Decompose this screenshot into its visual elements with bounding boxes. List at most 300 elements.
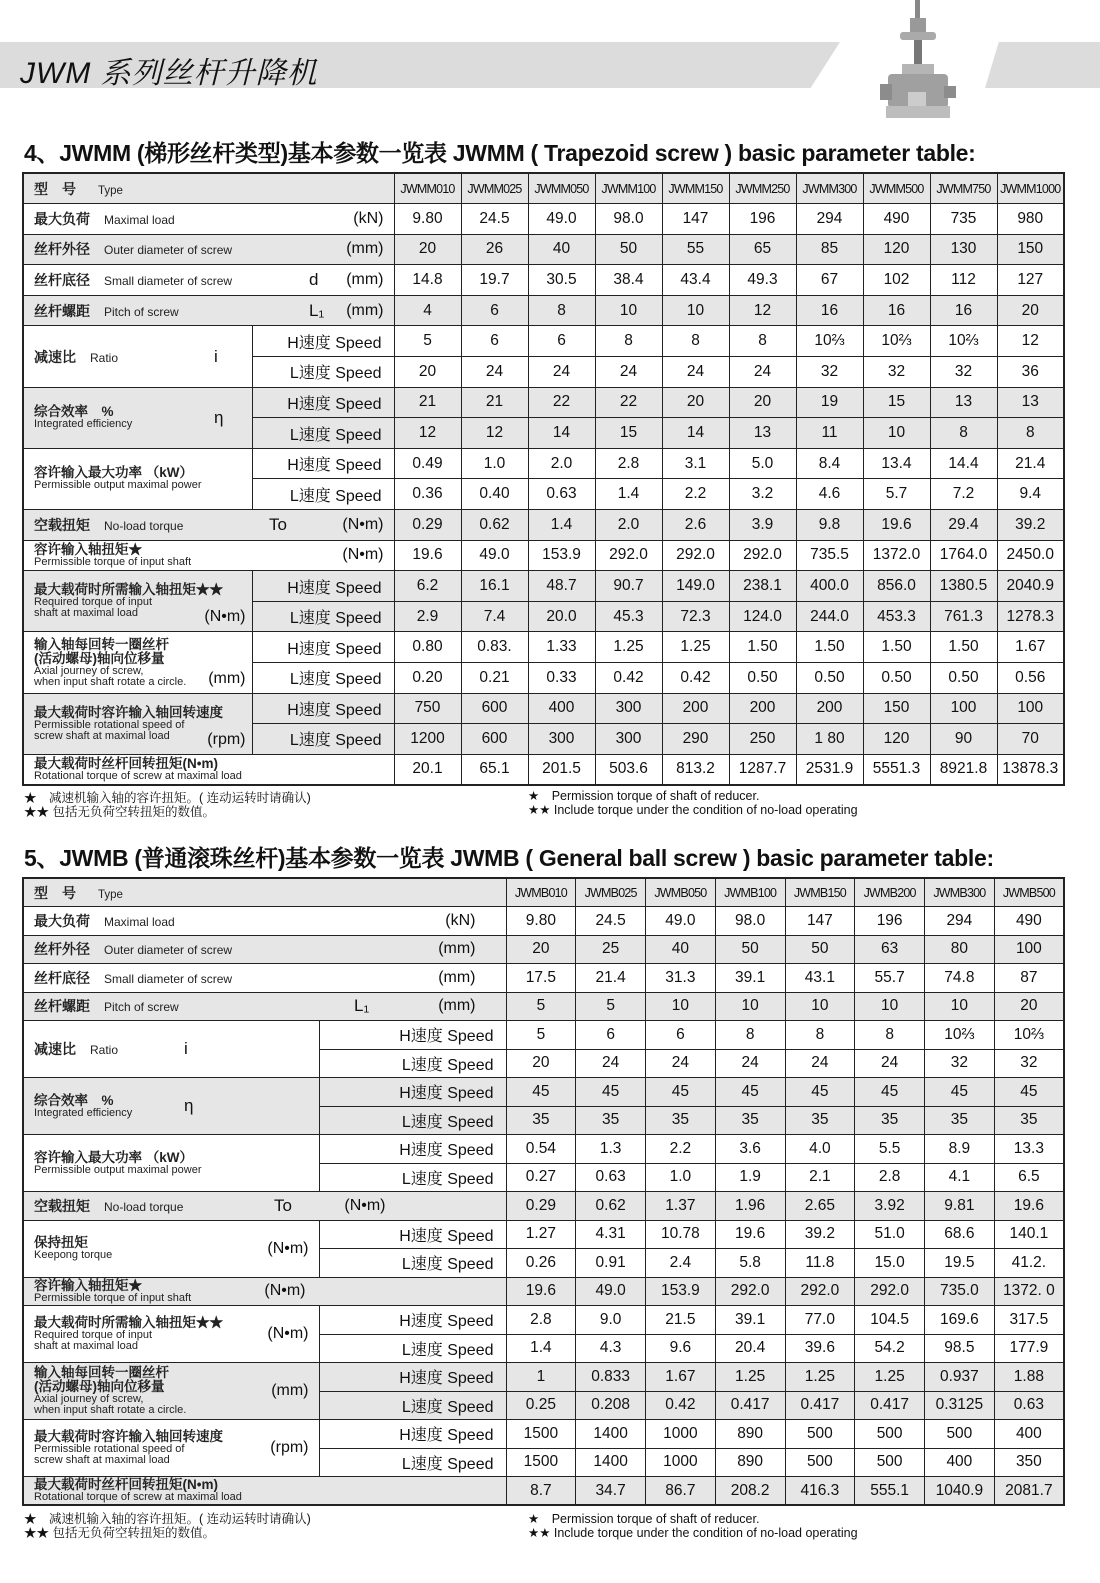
value-cell: 2.8 — [855, 1163, 925, 1192]
row-symbol: To — [274, 1195, 292, 1215]
value-cell: 10⅔ — [863, 326, 930, 357]
value-cell: 45 — [785, 1078, 855, 1107]
value-cell: 1.50 — [930, 632, 997, 663]
table-row — [23, 1192, 1064, 1221]
label-en: Required torque of input — [34, 596, 153, 609]
value-cell: 80 — [925, 935, 995, 964]
label-cn: 最大载荷时所需输入轴扭矩★★ — [34, 1315, 223, 1330]
table-row — [23, 992, 1064, 1021]
value-cell: 735.5 — [796, 540, 863, 571]
value-cell: 750 — [394, 693, 461, 724]
row-unit: (mm) — [346, 301, 384, 319]
value-cell: 24 — [646, 1049, 716, 1078]
footnotes-cn-jwmb — [24, 1512, 311, 1540]
value-cell: 20.0 — [528, 601, 595, 632]
value-cell: 45 — [506, 1078, 576, 1107]
value-cell: 317.5 — [994, 1306, 1064, 1335]
value-cell: 22 — [595, 387, 662, 418]
table-row — [23, 295, 1064, 326]
model-header: JWMM025 — [461, 173, 528, 204]
label-en: shaft at maximal load — [34, 1340, 138, 1352]
row-label — [23, 907, 506, 936]
value-cell: 7.2 — [930, 479, 997, 510]
value-cell: 0.29 — [394, 510, 461, 541]
value-cell: 45 — [994, 1078, 1064, 1107]
value-cell: 153.9 — [528, 540, 595, 571]
table-row — [23, 1078, 1064, 1107]
value-cell: 100 — [994, 935, 1064, 964]
table-row — [23, 1420, 1064, 1449]
value-cell: 500 — [785, 1420, 855, 1449]
table-row — [23, 387, 1064, 418]
label-cn: 容许输入最大功率 （kW） — [34, 1149, 194, 1165]
row-symbol: i — [184, 1039, 188, 1058]
speed-label: L速度 Speed — [252, 418, 394, 449]
value-cell: 24 — [785, 1049, 855, 1078]
label-en: Maximal load — [104, 212, 175, 227]
value-cell: 238.1 — [729, 571, 796, 602]
table-row — [23, 632, 1064, 663]
value-cell: 0.63 — [528, 479, 595, 510]
value-cell: 15 — [863, 387, 930, 418]
value-cell: 24 — [715, 1049, 785, 1078]
value-cell: 10 — [925, 992, 995, 1021]
value-cell: 2.2 — [662, 479, 729, 510]
row-label-text — [34, 515, 394, 535]
label-en: Required torque of input — [34, 1329, 153, 1341]
value-cell: 77.0 — [785, 1306, 855, 1335]
section-title-jwmm: 4、JWMM (梯形丝杆类型)基本参数一览表 JWMM ( Trapezoid screw ) basic parameter table: — [24, 140, 976, 166]
value-cell: 35 — [855, 1106, 925, 1135]
header-row — [23, 878, 1064, 907]
speed-label: L速度 Speed — [319, 1391, 506, 1420]
value-cell: 1500 — [506, 1448, 576, 1477]
value-cell: 12 — [997, 326, 1064, 357]
value-cell: 43.1 — [785, 964, 855, 993]
row-label — [23, 964, 506, 993]
value-cell: 8 — [528, 295, 595, 326]
value-cell: 0.63 — [576, 1163, 646, 1192]
value-cell: 0.50 — [796, 663, 863, 694]
row-unit: (mm) — [438, 940, 476, 958]
value-cell: 0.417 — [785, 1391, 855, 1420]
label-en: Permissible output maximal power — [34, 1163, 202, 1176]
table-row — [23, 754, 1064, 785]
value-cell: 24 — [855, 1049, 925, 1078]
speed-label: H速度 Speed — [319, 1363, 506, 1392]
value-cell: 555.1 — [855, 1477, 925, 1506]
label-en: shaft at maximal load — [34, 607, 138, 620]
value-cell: 3.1 — [662, 448, 729, 479]
value-cell: 10 — [715, 992, 785, 1021]
value-cell: 1 — [506, 1363, 576, 1392]
value-cell: 11 — [796, 418, 863, 449]
value-cell: 6.2 — [394, 571, 461, 602]
row-unit: (N•m) — [267, 1325, 309, 1342]
model-header: JWMB050 — [646, 878, 716, 907]
value-cell: 1.27 — [506, 1220, 576, 1249]
value-cell: 6 — [646, 1021, 716, 1050]
speed-label: H速度 Speed — [252, 387, 394, 418]
footnote-cn-1: ★ 减速机输入轴的容许扭矩。( 连动运转时请确认) — [24, 1512, 311, 1526]
value-cell: 1764.0 — [930, 540, 997, 571]
value-cell: 150 — [997, 234, 1064, 265]
value-cell: 65 — [729, 234, 796, 265]
value-cell: 1400 — [576, 1448, 646, 1477]
model-header: JWMB200 — [855, 878, 925, 907]
speed-label: H速度 Speed — [319, 1420, 506, 1449]
value-cell: 1.25 — [662, 632, 729, 663]
value-cell: 30.5 — [528, 265, 595, 296]
value-cell: 24 — [729, 357, 796, 388]
label-en: Outer diameter of screw — [104, 943, 233, 958]
value-cell: 124.0 — [729, 601, 796, 632]
value-cell: 201.5 — [528, 754, 595, 785]
value-cell: 196 — [855, 907, 925, 936]
value-cell: 39.2 — [785, 1220, 855, 1249]
value-cell: 153.9 — [646, 1277, 716, 1306]
value-cell: 4.0 — [785, 1135, 855, 1164]
value-cell: 36 — [997, 357, 1064, 388]
value-cell: 735 — [930, 204, 997, 235]
value-cell: 39.1 — [715, 964, 785, 993]
row-label-text — [34, 1196, 506, 1216]
label-en: Permissible torque of input shaft — [34, 1291, 192, 1304]
value-cell: 2.1 — [785, 1163, 855, 1192]
value-cell: 13878.3 — [997, 754, 1064, 785]
value-cell: 1000 — [646, 1448, 716, 1477]
label-cn: 输入轴每回转一圈丝杆 — [34, 1365, 169, 1380]
row-label — [23, 540, 394, 571]
value-cell: 5.0 — [729, 448, 796, 479]
value-cell: 13 — [930, 387, 997, 418]
value-cell: 1000 — [646, 1420, 716, 1449]
value-cell: 1.4 — [506, 1334, 576, 1363]
value-cell: 0.63 — [994, 1391, 1064, 1420]
value-cell: 1.25 — [855, 1363, 925, 1392]
value-cell: 20 — [997, 295, 1064, 326]
value-cell: 350 — [994, 1448, 1064, 1477]
value-cell: 1400 — [576, 1420, 646, 1449]
value-cell: 200 — [796, 693, 863, 724]
value-cell: 292.0 — [729, 540, 796, 571]
row-label — [23, 571, 252, 632]
value-cell: 292.0 — [715, 1277, 785, 1306]
value-cell: 120 — [863, 234, 930, 265]
row-label-text — [34, 347, 252, 367]
value-cell: 292.0 — [595, 540, 662, 571]
label-cn: 空载扭矩 — [34, 1197, 90, 1214]
row-label-text — [34, 270, 394, 290]
label-cn: 最大载荷时丝杆回转扭矩(N•m) — [34, 755, 218, 771]
row-label-text — [34, 939, 506, 959]
value-cell: 16 — [796, 295, 863, 326]
value-cell: 13 — [729, 418, 796, 449]
label-cn: 最大载荷时容许输入轴回转速度 — [34, 704, 223, 720]
value-cell: 0.417 — [715, 1391, 785, 1420]
row-label — [23, 510, 394, 541]
value-cell: 20 — [394, 357, 461, 388]
value-cell: 2.8 — [595, 448, 662, 479]
footnote-cn-1: ★ 减速机输入轴的容许扭矩。( 连动运转时请确认) — [24, 791, 311, 805]
footnotes-cn-jwmm — [24, 791, 311, 819]
label-en: Axial journey of screw, — [34, 1393, 144, 1405]
value-cell: 9.8 — [796, 510, 863, 541]
value-cell: 490 — [994, 907, 1064, 936]
header-row — [23, 173, 1064, 204]
table-row — [23, 693, 1064, 724]
footnote-en-1: ★ Permission torque of shaft of reducer. — [528, 1512, 760, 1526]
value-cell: 25 — [576, 935, 646, 964]
value-cell: 292.0 — [855, 1277, 925, 1306]
value-cell: 292.0 — [785, 1277, 855, 1306]
label-en: Maximal load — [104, 914, 175, 929]
speed-label: H速度 Speed — [319, 1135, 506, 1164]
value-cell: 5.8 — [715, 1249, 785, 1278]
row-unit: (N•m) — [267, 1239, 309, 1257]
value-cell: 35 — [785, 1106, 855, 1135]
value-cell: 68.6 — [925, 1220, 995, 1249]
value-cell: 50 — [595, 234, 662, 265]
value-cell: 453.3 — [863, 601, 930, 632]
value-cell: 43.4 — [662, 265, 729, 296]
value-cell: 39.6 — [785, 1334, 855, 1363]
value-cell: 35 — [576, 1106, 646, 1135]
speed-label: L速度 Speed — [252, 663, 394, 694]
footnote-en-1: ★ Permission torque of shaft of reducer. — [528, 789, 760, 803]
value-cell: 0.83. — [461, 632, 528, 663]
label-en: Permissible torque of input shaft — [34, 555, 192, 568]
value-cell: 4.31 — [576, 1220, 646, 1249]
label-en: screw shaft at maximal load — [34, 1454, 170, 1466]
value-cell: 63 — [855, 935, 925, 964]
speed-label: L速度 Speed — [319, 1448, 506, 1477]
value-cell: 6 — [528, 326, 595, 357]
value-cell: 292.0 — [662, 540, 729, 571]
row-label — [23, 1363, 319, 1420]
model-header: JWMM100 — [595, 173, 662, 204]
value-cell: 14 — [528, 418, 595, 449]
value-cell: 55 — [662, 234, 729, 265]
row-unit: (mm) — [346, 271, 384, 289]
value-cell: 196 — [729, 204, 796, 235]
value-cell: 12 — [461, 418, 528, 449]
value-cell: 0.937 — [925, 1363, 995, 1392]
value-cell: 49.3 — [729, 265, 796, 296]
value-cell: 600 — [461, 693, 528, 724]
value-cell: 19.7 — [461, 265, 528, 296]
value-cell: 14.4 — [930, 448, 997, 479]
value-cell: 90 — [930, 724, 997, 755]
value-cell: 70 — [997, 724, 1064, 755]
label-en: Keepong torque — [34, 1249, 113, 1261]
value-cell: 1200 — [394, 724, 461, 755]
page-title: JWM 系列丝杆升降机 — [20, 57, 318, 90]
row-unit: (N•m) — [264, 1282, 306, 1300]
value-cell: 140.1 — [994, 1220, 1064, 1249]
value-cell: 200 — [662, 693, 729, 724]
row-label — [23, 295, 394, 326]
row-label — [23, 693, 252, 754]
value-cell: 0.40 — [461, 479, 528, 510]
row-unit: (kN) — [353, 209, 384, 227]
value-cell: 6.5 — [994, 1163, 1064, 1192]
value-cell: 65.1 — [461, 754, 528, 785]
model-header: JWMM500 — [863, 173, 930, 204]
value-cell: 0.33 — [528, 663, 595, 694]
value-cell: 300 — [528, 724, 595, 755]
value-cell: 1.0 — [461, 448, 528, 479]
value-cell: 177.9 — [994, 1334, 1064, 1363]
label-cn: 最大载荷时丝杆回转扭矩(N•m) — [34, 1477, 218, 1492]
value-cell: 1372.0 — [863, 540, 930, 571]
value-cell: 11.8 — [785, 1249, 855, 1278]
label-cn: 最大负荷 — [34, 912, 90, 929]
value-cell: 130 — [930, 234, 997, 265]
value-cell: 500 — [785, 1448, 855, 1477]
table-row — [23, 234, 1064, 265]
value-cell: 40 — [646, 935, 716, 964]
value-cell: 2.65 — [785, 1192, 855, 1221]
value-cell: 20 — [506, 935, 576, 964]
value-cell: 10 — [646, 992, 716, 1021]
value-cell: 1500 — [506, 1420, 576, 1449]
label-en: Rotational torque of screw at maximal load — [34, 769, 242, 782]
value-cell: 3.6 — [715, 1135, 785, 1164]
value-cell: 1.50 — [729, 632, 796, 663]
value-cell: 1278.3 — [997, 601, 1064, 632]
row-label — [23, 992, 506, 1021]
value-cell: 6 — [461, 326, 528, 357]
row-label — [23, 387, 252, 448]
row-unit: (mm) — [346, 240, 384, 258]
value-cell: 3.9 — [729, 510, 796, 541]
speed-label: L速度 Speed — [252, 357, 394, 388]
value-cell: 102 — [863, 265, 930, 296]
speed-label: H速度 Speed — [319, 1021, 506, 1050]
value-cell: 0.62 — [461, 510, 528, 541]
value-cell: 0.91 — [576, 1249, 646, 1278]
type-label-cn: 型 号 — [34, 180, 76, 197]
value-cell: 9.0 — [576, 1306, 646, 1335]
value-cell: 16.1 — [461, 571, 528, 602]
value-cell: 1.9 — [715, 1163, 785, 1192]
value-cell: 104.5 — [855, 1306, 925, 1335]
value-cell: 1.88 — [994, 1363, 1064, 1392]
value-cell: 735.0 — [925, 1277, 995, 1306]
speed-label: H速度 Speed — [319, 1078, 506, 1107]
value-cell: 5.7 — [863, 479, 930, 510]
table-row — [23, 448, 1064, 479]
type-label-cell — [23, 173, 394, 204]
value-cell: 8 — [785, 1021, 855, 1050]
value-cell: 13 — [997, 387, 1064, 418]
value-cell: 290 — [662, 724, 729, 755]
section-title-jwmb: 5、JWMB (普通滚珠丝杆)基本参数一览表 JWMB ( General ball screw ) basic parameter table: — [24, 845, 994, 871]
label-cn: 容许输入轴扭矩★ — [34, 1277, 142, 1293]
value-cell: 0.80 — [394, 632, 461, 663]
row-label-text — [34, 1478, 506, 1503]
value-cell: 813.2 — [662, 754, 729, 785]
footnote-en-2: ★★ Include torque under the condition of no-load operating — [528, 803, 858, 817]
label-en: Outer diameter of screw — [104, 243, 233, 258]
value-cell: 2081.7 — [994, 1477, 1064, 1506]
row-label — [23, 632, 252, 693]
value-cell: 4.1 — [925, 1163, 995, 1192]
row-unit: (N•m) — [342, 546, 384, 564]
model-header: JWMB010 — [506, 878, 576, 907]
value-cell: 45 — [715, 1078, 785, 1107]
value-cell: 49.0 — [646, 907, 716, 936]
value-cell: 0.54 — [506, 1135, 576, 1164]
label-cn: 容许输入最大功率 （kW） — [34, 465, 194, 481]
value-cell: 147 — [785, 907, 855, 936]
label-cn: 空载扭矩 — [34, 516, 90, 533]
value-cell: 67 — [796, 265, 863, 296]
type-label-cell — [23, 878, 506, 907]
type-label-cn: 型 号 — [34, 884, 76, 901]
value-cell: 49.0 — [461, 540, 528, 571]
value-cell: 250 — [729, 724, 796, 755]
value-cell: 35 — [646, 1106, 716, 1135]
value-cell: 39.1 — [715, 1306, 785, 1335]
value-cell: 8.4 — [796, 448, 863, 479]
label-en: Small diameter of screw — [104, 971, 233, 986]
value-cell: 100 — [930, 693, 997, 724]
value-cell: 45.3 — [595, 601, 662, 632]
value-cell: 45 — [646, 1078, 716, 1107]
value-cell: 150 — [863, 693, 930, 724]
row-label-text — [34, 968, 506, 988]
value-cell: 98.0 — [595, 204, 662, 235]
value-cell: 6 — [576, 1021, 646, 1050]
value-cell: 20 — [662, 387, 729, 418]
label-en: Ratio — [90, 1043, 119, 1057]
value-cell: 0.50 — [863, 663, 930, 694]
value-cell: 169.6 — [925, 1306, 995, 1335]
row-label-text — [34, 466, 252, 491]
value-cell: 2.0 — [595, 510, 662, 541]
value-cell: 8 — [930, 418, 997, 449]
value-cell: 26 — [461, 234, 528, 265]
value-cell: 15.0 — [855, 1249, 925, 1278]
value-cell: 19.5 — [925, 1249, 995, 1278]
label-cn: 最大载荷时所需输入轴扭矩★★ — [34, 582, 223, 598]
label-en: Pitch of screw — [104, 1000, 179, 1015]
value-cell: 0.25 — [506, 1391, 576, 1420]
value-cell: 5.5 — [855, 1135, 925, 1164]
value-cell: 500 — [925, 1420, 995, 1449]
row-unit: (mm) — [438, 997, 476, 1015]
value-cell: 19 — [796, 387, 863, 418]
value-cell: 35 — [994, 1106, 1064, 1135]
value-cell: 8 — [595, 326, 662, 357]
value-cell: 49.0 — [576, 1277, 646, 1306]
value-cell: 208.2 — [715, 1477, 785, 1506]
model-header: JWMB100 — [715, 878, 785, 907]
value-cell: 0.417 — [855, 1391, 925, 1420]
value-cell: 0.62 — [576, 1192, 646, 1221]
value-cell: 20 — [994, 992, 1064, 1021]
value-cell: 416.3 — [785, 1477, 855, 1506]
value-cell: 294 — [796, 204, 863, 235]
value-cell: 13.4 — [863, 448, 930, 479]
speed-label: L速度 Speed — [319, 1163, 506, 1192]
value-cell: 19.6 — [394, 540, 461, 571]
screw-jack-product-image — [868, 0, 968, 128]
speed-label: L速度 Speed — [319, 1249, 506, 1278]
value-cell: 39.2 — [997, 510, 1064, 541]
